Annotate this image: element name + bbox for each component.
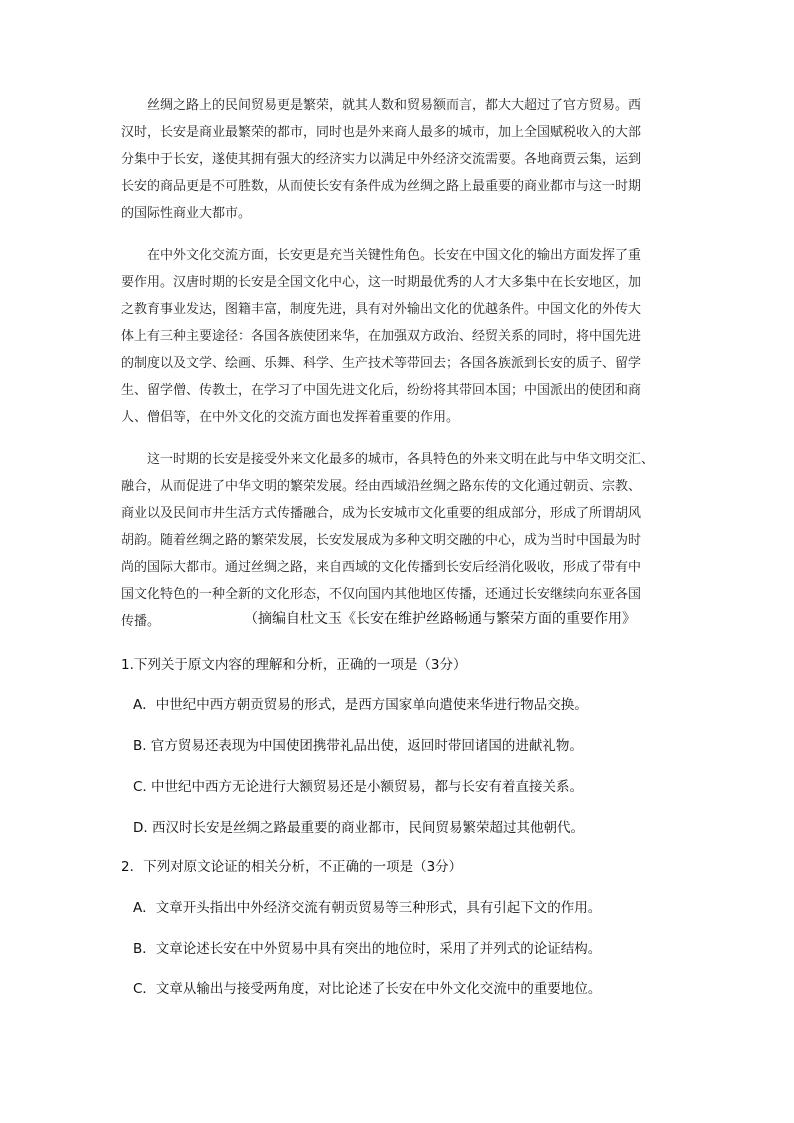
passage-line: 要作用。汉唐时期的长安是全国文化中心，这一时期最优秀的人才大多集中在长安地区，加 — [121, 275, 642, 290]
passage-line: 生、留学僧、传教士，在学习了中国先进文化后，纷纷将其带回本国；中国派出的使团和商 — [121, 383, 642, 398]
question-1-option-c: C. 中世纪中西方无论进行大额贸易还是小额贸易，都与长安有着直接关系。 — [133, 779, 584, 795]
question-2-title: 2．下列对原文论证的相关分析，不正确的一项是（3分） — [121, 859, 463, 875]
passage-line: 在中外文化交流方面，长安更是充当关键性角色。长安在中国文化的输出方面发挥了重 — [147, 248, 642, 263]
passage-line: 国文化特色的一种全新的文化形态，不仅向国内其他地区传播，还通过长安继续向东亚各国 — [121, 587, 642, 602]
question-1-title: 1.下列关于原文内容的理解和分析，正确的一项是（3分） — [121, 657, 467, 673]
passage-line: 分集中于长安，遂使其拥有强大的经济实力以满足中外经济交流需要。各地商贾云集，运到 — [121, 152, 642, 167]
passage-paragraph-1 — [121, 92, 683, 227]
passage-line: 汉时，长安是商业最繁荣的都市，同时也是外来商人最多的城市，加上全国赋税收入的大部 — [121, 125, 642, 140]
question-1-option-b: B. 官方贸易还表现为中国使团携带礼品出使，返回时带回诸国的进献礼物。 — [133, 738, 583, 754]
passage-line: 的国际性商业大都市。 — [121, 206, 252, 221]
question-1-option-d: D. 西汉时长安是丝绸之路最重要的商业都市，民间贸易繁荣超过其他朝代。 — [133, 820, 584, 836]
passage-paragraph-2 — [121, 242, 683, 431]
passage-line: 传播。 — [121, 614, 161, 629]
passage-line: 融合，从而促进了中华文明的繁荣发展。经由西域沿丝绸之路东传的文化通过朝贡、宗教、 — [121, 479, 642, 494]
passage-source: （摘编自杜文玉《长安在维护丝路畅通与繁荣方面的重要作用》 — [244, 611, 636, 627]
passage-line: 的制度以及文学、绘画、乐舞、科学、生产技术等带回去；各国各族派到长安的质子、留学 — [121, 356, 642, 371]
passage-line: 胡韵。随着丝绸之路的繁荣发展，长安发展成为多种文明交融的中心，成为当时中国最为时 — [121, 533, 642, 548]
passage-line: 长安的商品更是不可胜数，从而使长安有条件成为丝绸之路上最重要的商业都市与这一时期 — [121, 179, 642, 194]
passage-line: 商业以及民间市井生活方式传播融合，成为长安城市文化重要的组成部分，形成了所谓胡风 — [121, 506, 642, 521]
passage-line: 体上有三种主要途径：各国各族使团来华，在加强双方政治、经贸关系的同时，将中国先进 — [121, 329, 642, 344]
passage-line: 这一时期的长安是接受外来文化最多的城市，各具特色的外来文明在此与中华文明交汇、 — [147, 452, 655, 467]
passage-line: 尚的国际大都市。通过丝绸之路，来自西域的文化传播到长安后经消化吸收，形成了带有中 — [121, 560, 642, 575]
question-2-option-a: A．文章开头指出中外经济交流有朝贡贸易等三种形式，具有引起下文的作用。 — [133, 900, 602, 916]
passage-paragraph-3 — [121, 446, 683, 635]
passage-line: 丝绸之路上的民间贸易更是繁荣，就其人数和贸易额而言，都大大超过了官方贸易。西 — [147, 98, 642, 113]
question-2-option-c: C．文章从输出与接受两角度，对比论述了长安在中外文化交流中的重要地位。 — [133, 981, 602, 997]
passage-line: 人、僧侣等，在中外文化的交流方面也发挥着重要的作用。 — [121, 410, 460, 425]
passage-line: 之教育事业发达，图籍丰富，制度先进，具有对外输出文化的优越条件。中国文化的外传大 — [121, 302, 642, 317]
question-2-option-b: B．文章论述长安在中外贸易中具有突出的地位时，采用了并列式的论证结构。 — [133, 941, 602, 957]
question-1-option-a: A．中世纪中西方朝贡贸易的形式，是西方国家单向遣使来华进行物品交换。 — [133, 697, 588, 713]
